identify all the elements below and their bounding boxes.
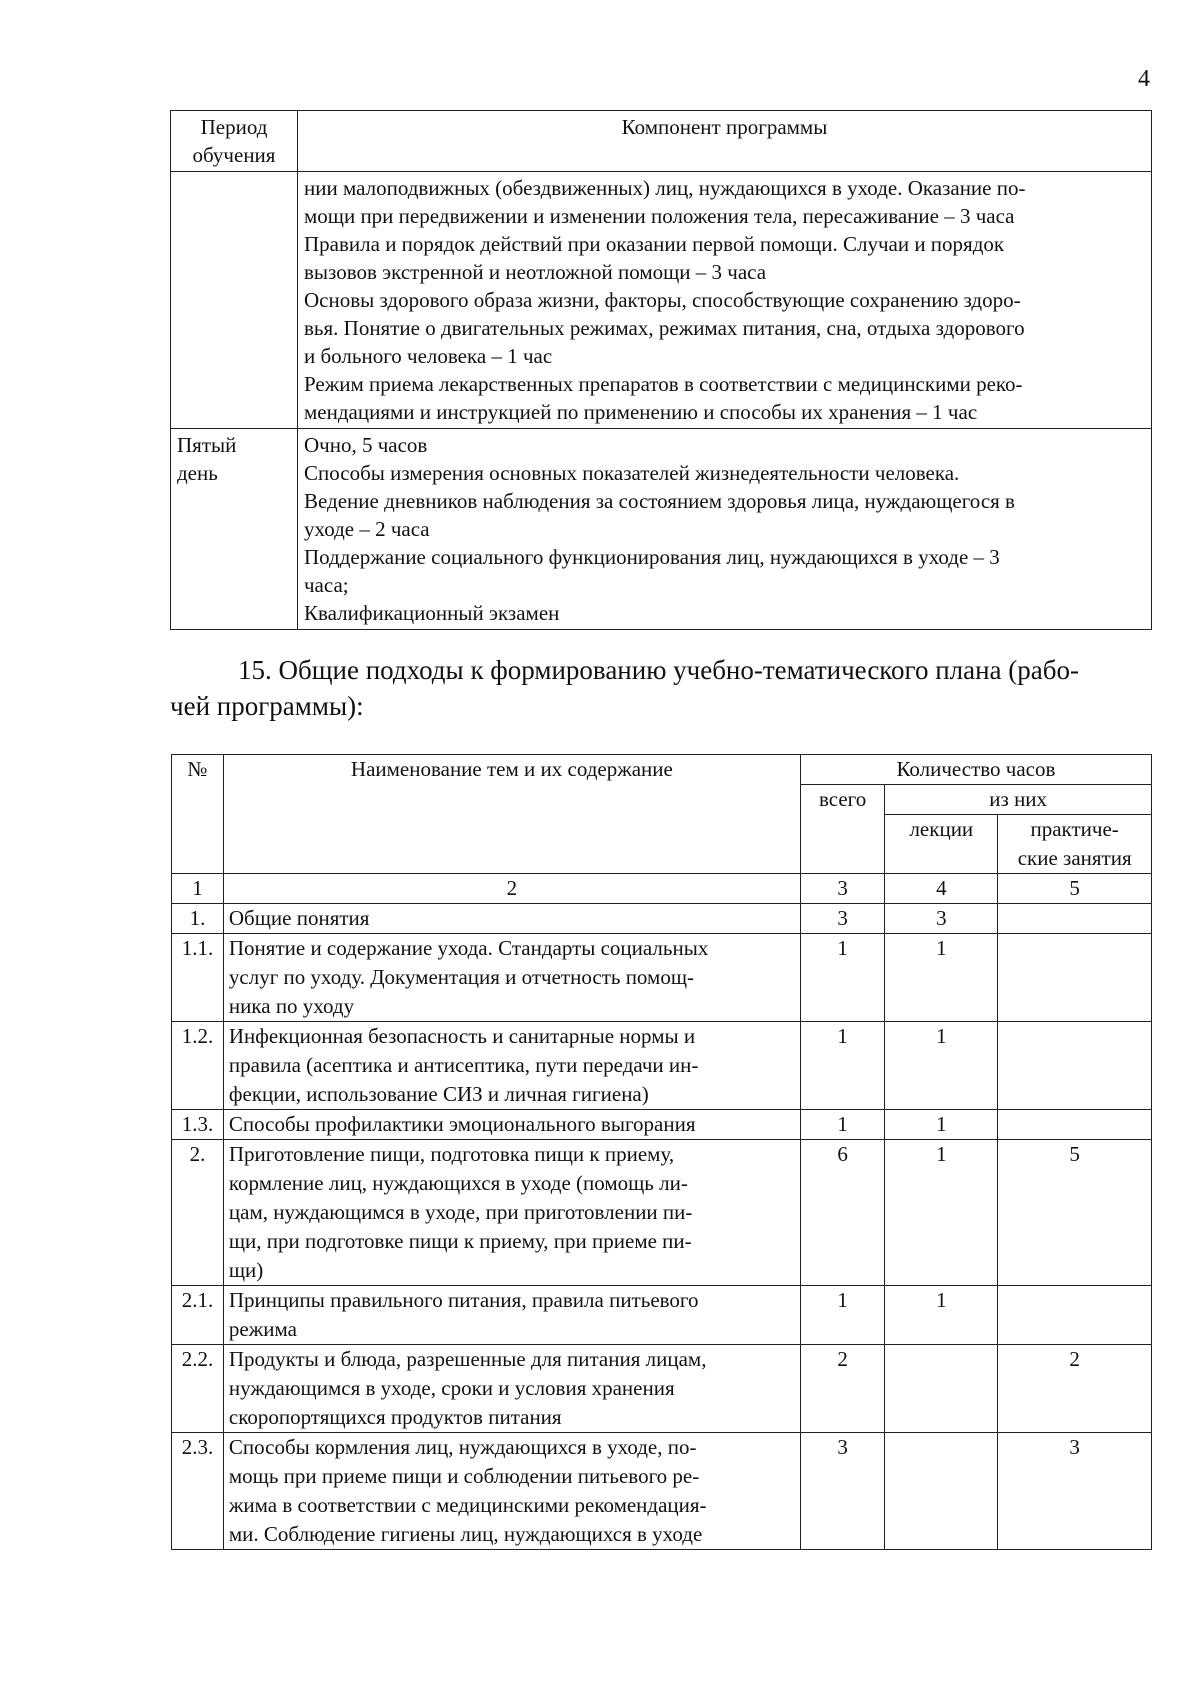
schedule-content-cell	[298, 429, 1152, 630]
row-practice	[998, 934, 1152, 1022]
table-row	[172, 1022, 1152, 1110]
column-number: 5	[998, 874, 1152, 904]
row-lectures: 1	[885, 1110, 998, 1140]
row-number: 2.2.	[172, 1345, 224, 1433]
topic-line: Принципы правильного питания, правила питьевого	[228, 1288, 699, 1312]
row-practice	[998, 904, 1152, 934]
topic-line: жима в соответствии с медицинскими рекомендация-	[228, 1493, 707, 1517]
row-total: 3	[800, 904, 884, 934]
column-number: 1	[172, 874, 224, 904]
row-number: 2.1.	[172, 1286, 224, 1345]
row-number: 2.3.	[172, 1433, 224, 1550]
content-line: уходе – 2 часа	[304, 517, 430, 541]
table-row	[172, 934, 1152, 1022]
header-lectures: лекции	[885, 815, 998, 874]
content-line: Способы измерения основных показателей жизнедеятельности человека.	[304, 461, 960, 485]
row-practice: 3	[998, 1433, 1152, 1550]
table-row	[172, 1110, 1152, 1140]
content-line: нии малоподвижных (обездвиженных) лиц, нуждающихся в уходе. Оказание по-	[304, 176, 1026, 200]
content-line: вызовов экстренной и неотложной помощи – 3 часа	[304, 260, 767, 284]
topic-line: нуждающимся в уходе, сроки и условия хранения	[228, 1376, 675, 1400]
header-period-line: Период	[200, 115, 268, 139]
topic-line: фекции, использование СИЗ и личная гигиена)	[228, 1082, 649, 1106]
row-topic	[223, 904, 800, 934]
header-hours: Количество часов	[800, 755, 1151, 785]
plan-table	[171, 754, 1152, 1550]
row-number: 1.	[172, 904, 224, 934]
period-line: день	[177, 461, 218, 485]
header-component: Компонент программы	[298, 111, 1152, 172]
row-total: 1	[800, 1022, 884, 1110]
column-number-row	[172, 874, 1152, 904]
row-lectures	[885, 1433, 998, 1550]
content-line: Основы здорового образа жизни, факторы, способствующие сохранению здоро-	[304, 288, 1021, 312]
row-lectures	[885, 1345, 998, 1433]
schedule-period-cell	[171, 172, 298, 429]
section-heading	[170, 652, 1152, 724]
row-topic	[223, 1140, 800, 1286]
schedule-table	[170, 110, 1152, 630]
topic-line: щи, при подготовке пищи к приему, при приеме пи-	[228, 1229, 692, 1253]
topic-line: Понятие и содержание ухода. Стандарты социальных	[228, 936, 709, 960]
header-of-them: из них	[885, 785, 1152, 815]
schedule-period-cell	[171, 429, 298, 630]
header-practice-line: практиче-	[1030, 817, 1119, 841]
header-practice	[998, 815, 1152, 874]
schedule-content-cell	[298, 172, 1152, 429]
topic-line: ми. Соблюдение гигиены лиц, нуждающихся в уходе	[228, 1522, 703, 1546]
topic-line: Способы профилактики эмоционального выгорания	[228, 1112, 696, 1136]
table-row	[172, 904, 1152, 934]
column-number: 3	[800, 874, 884, 904]
section-heading-line: чей программы):	[170, 691, 364, 721]
topic-line: ника по уходу	[228, 994, 355, 1018]
topic-line: цам, нуждающимся в уходе, при приготовлении пи-	[228, 1200, 693, 1224]
content-line: Очно, 5 часов	[304, 433, 428, 457]
row-number: 1.2.	[172, 1022, 224, 1110]
row-number: 1.3.	[172, 1110, 224, 1140]
row-topic	[223, 1433, 800, 1550]
row-lectures: 3	[885, 904, 998, 934]
row-total: 6	[800, 1140, 884, 1286]
row-topic	[223, 1345, 800, 1433]
row-lectures: 1	[885, 1022, 998, 1110]
row-number: 2.	[172, 1140, 224, 1286]
plan-header-row	[172, 755, 1152, 785]
schedule-row	[171, 429, 1152, 630]
header-period-line: обучения	[192, 143, 276, 167]
row-practice	[998, 1022, 1152, 1110]
section-heading-line: 15. Общие подходы к формированию учебно-тематического плана (рабо-	[238, 655, 1079, 685]
row-total: 1	[800, 1286, 884, 1345]
header-period	[171, 111, 298, 172]
row-total: 3	[800, 1433, 884, 1550]
topic-line: Способы кормления лиц, нуждающихся в уходе, по-	[228, 1435, 697, 1459]
content-line: Поддержание социального функционирования лиц, нуждающихся в уходе – 3	[304, 545, 1000, 569]
content-line: Квалификационный экзамен	[304, 601, 560, 625]
period-line: Пятый	[177, 433, 237, 457]
table-row	[172, 1433, 1152, 1550]
header-name: Наименование тем и их содержание	[223, 755, 800, 874]
row-total: 2	[800, 1345, 884, 1433]
row-lectures: 1	[885, 1140, 998, 1286]
content-line: вья. Понятие о двигательных режимах, режимах питания, сна, отдыха здорового	[304, 316, 1025, 340]
content-line: мощи при передвижении и изменении положения тела, пересаживание – 3 часа	[304, 204, 1015, 228]
page-number: 4	[1138, 66, 1150, 92]
content-line: часа;	[304, 573, 349, 597]
topic-line: щи)	[228, 1258, 264, 1282]
column-number: 4	[885, 874, 998, 904]
row-total: 1	[800, 1110, 884, 1140]
topic-line: мощь при приеме пищи и соблюдении питьевого ре-	[228, 1464, 700, 1488]
topic-line: скоропортящихся продуктов питания	[228, 1405, 562, 1429]
row-topic	[223, 1022, 800, 1110]
schedule-header-row	[171, 111, 1152, 172]
content-line: мендациями и инструкцией по применению и способы их хранения – 1 час	[304, 400, 978, 424]
topic-line: Инфекционная безопасность и санитарные нормы и	[228, 1024, 696, 1048]
table-row	[172, 1140, 1152, 1286]
row-topic	[223, 1110, 800, 1140]
header-practice-line: ские занятия	[1017, 846, 1132, 870]
topic-line: кормление лиц, нуждающихся в уходе (помощь ли-	[228, 1171, 688, 1195]
table-row	[172, 1345, 1152, 1433]
topic-line: Продукты и блюда, разрешенные для питания лицам,	[228, 1347, 707, 1371]
row-lectures: 1	[885, 934, 998, 1022]
row-lectures: 1	[885, 1286, 998, 1345]
topic-line: Общие понятия	[228, 906, 370, 930]
table-row	[172, 1286, 1152, 1345]
header-total: всего	[800, 785, 884, 874]
content-line: Правила и порядок действий при оказании первой помощи. Случаи и порядок	[304, 232, 1005, 256]
content-line: Ведение дневников наблюдения за состоянием здоровья лица, нуждающегося в	[304, 489, 1015, 513]
row-topic	[223, 934, 800, 1022]
header-num: №	[172, 755, 224, 874]
topic-line: режима	[228, 1317, 297, 1341]
row-practice: 5	[998, 1140, 1152, 1286]
row-number: 1.1.	[172, 934, 224, 1022]
column-number: 2	[223, 874, 800, 904]
content-line: и больного человека – 1 час	[304, 344, 553, 368]
row-total: 1	[800, 934, 884, 1022]
row-practice: 2	[998, 1345, 1152, 1433]
topic-line: Приготовление пищи, подготовка пищи к приему,	[228, 1142, 675, 1166]
row-practice	[998, 1110, 1152, 1140]
row-practice	[998, 1286, 1152, 1345]
content-line: Режим приема лекарственных препаратов в соответствии с медицинскими реко-	[304, 372, 1023, 396]
schedule-row	[171, 172, 1152, 429]
topic-line: правила (асептика и антисептика, пути передачи ин-	[228, 1053, 699, 1077]
topic-line: услуг по уходу. Документация и отчетность помощ-	[228, 965, 694, 989]
row-topic	[223, 1286, 800, 1345]
